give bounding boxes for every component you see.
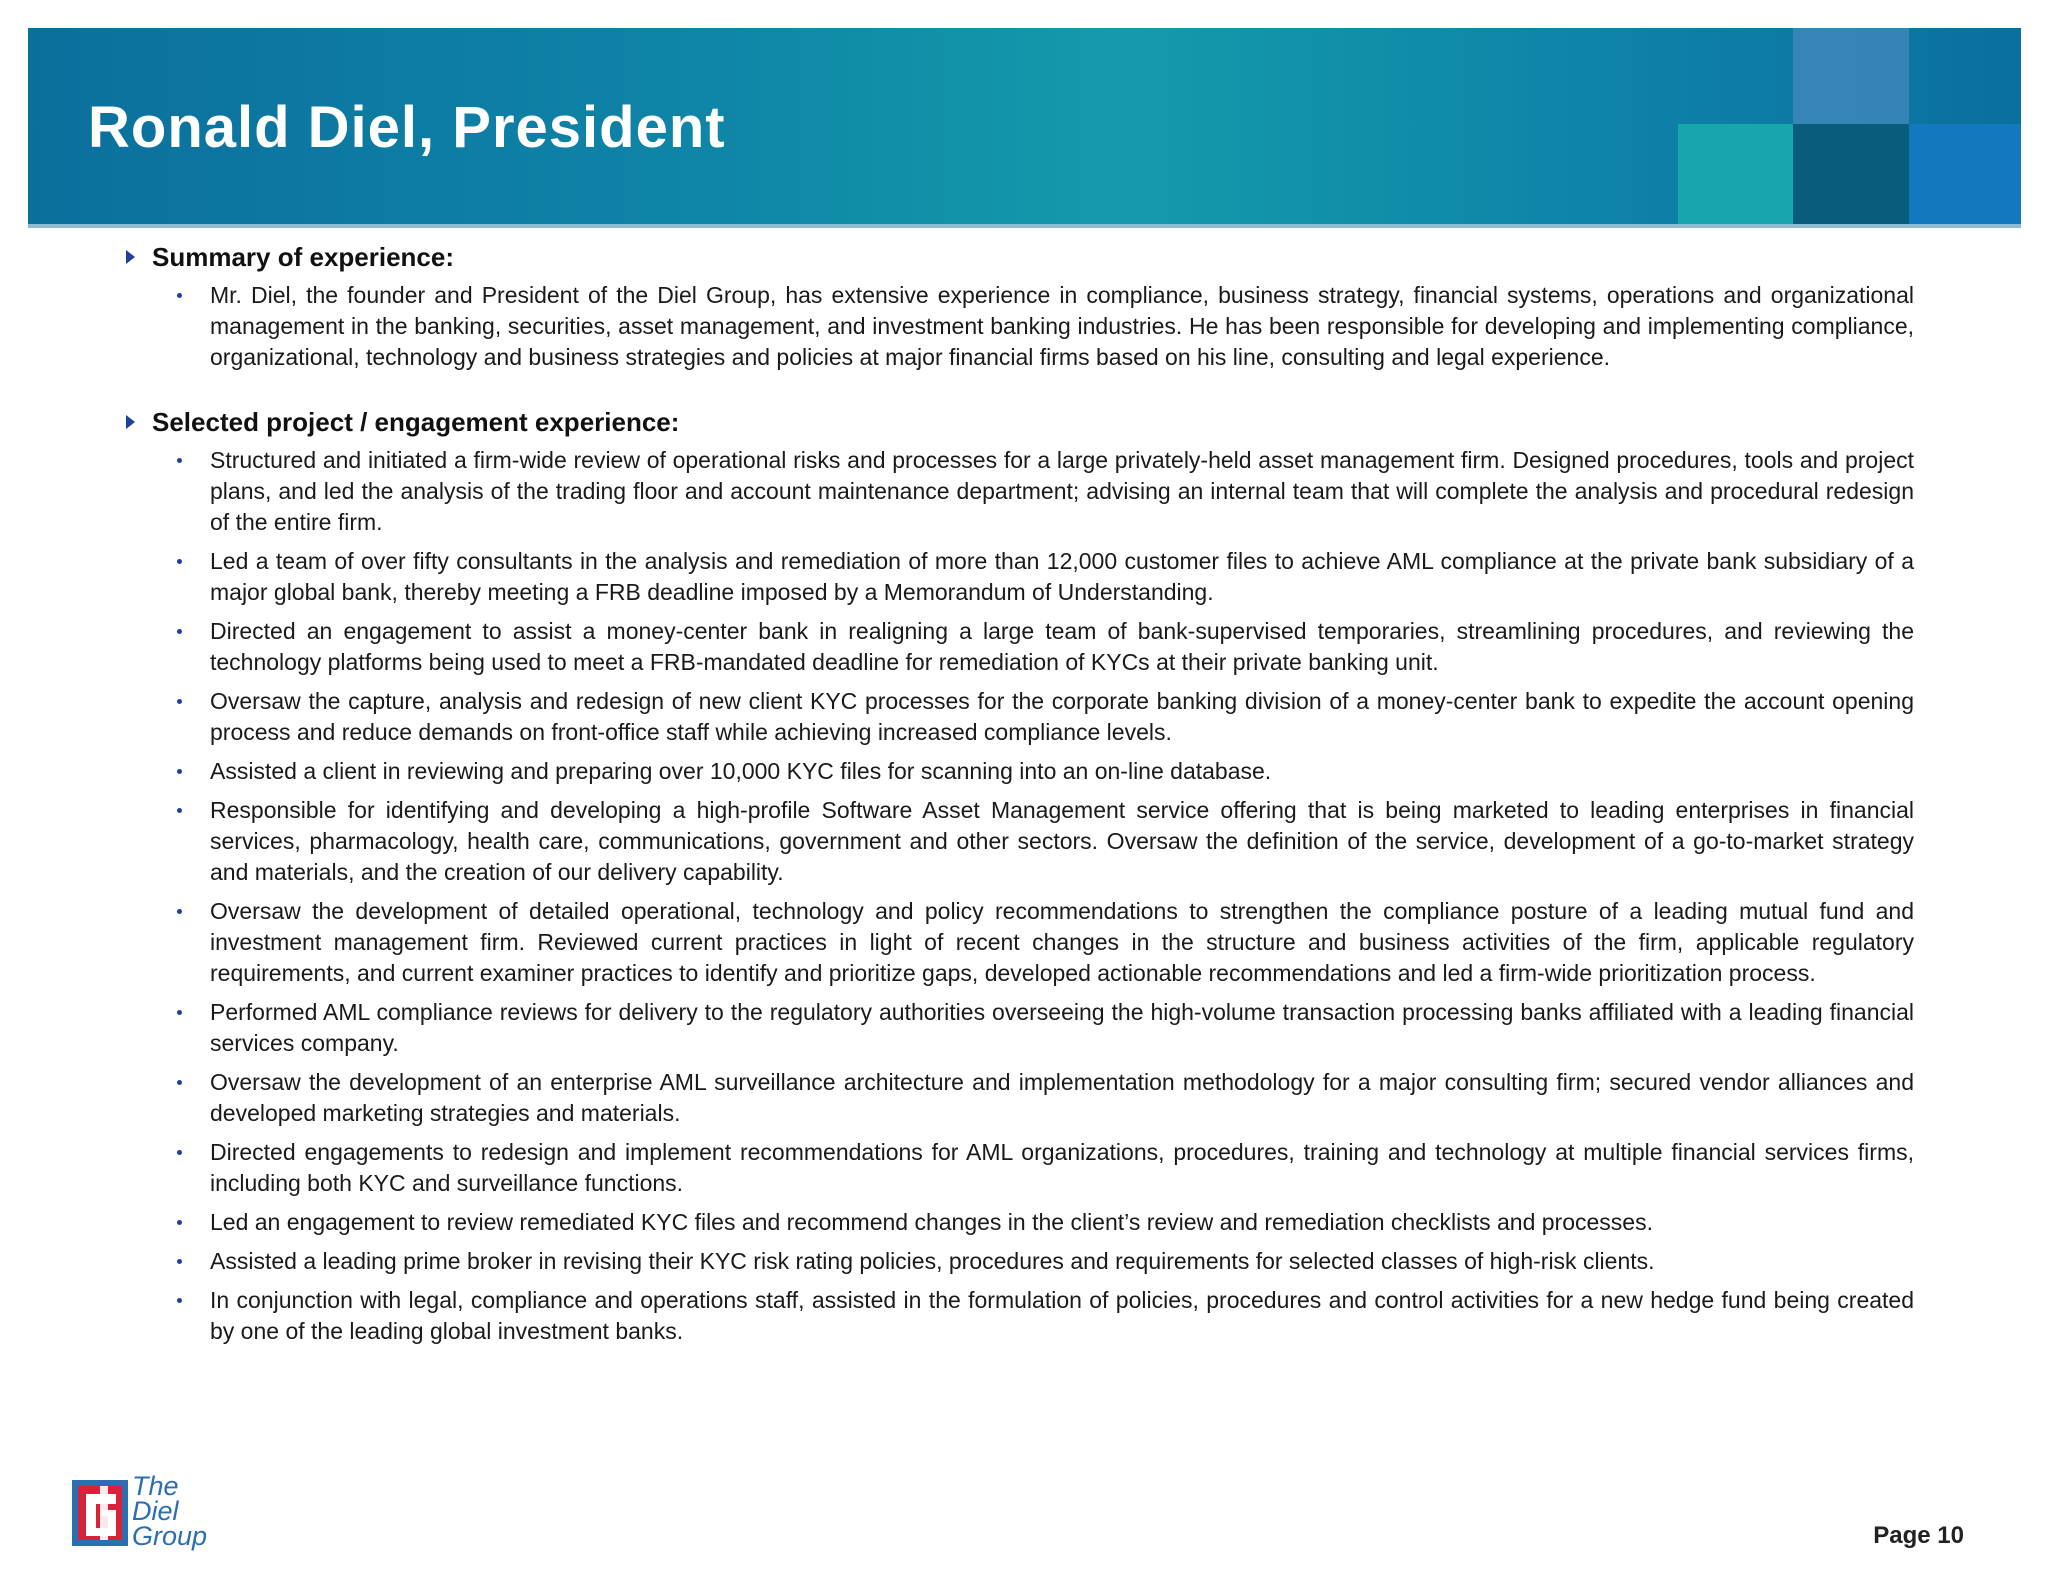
- list-item: Directed engagements to redesign and implement recommendations for AML organizations, procedures, training and technology at multiple financial services firms, including both KYC and surveillance functions.: [210, 1137, 1914, 1199]
- main-content: [124, 240, 1914, 1355]
- decorative-square: [1678, 124, 1793, 226]
- section-heading-summary: [124, 240, 1914, 274]
- triangle-bullet-icon: [126, 415, 135, 429]
- list-item: Directed an engagement to assist a money-center bank in realigning a large team of bank-supervised temporaries, streamlining procedures, and reviewing the technology platforms being used to meet a FRB-mandated deadline for remediation of KYCs at their private banking unit.: [210, 616, 1914, 678]
- bullet-dot-icon: [177, 699, 182, 704]
- bullet-dot-icon: [177, 1220, 182, 1225]
- logo-wordmark: The Diel Group: [132, 1471, 208, 1551]
- bullet-dot-icon: [177, 1298, 182, 1303]
- list-item: Oversaw the development of an enterprise AML surveillance architecture and implementation methodology for a major consulting firm; secured vendor alliances and developed marketing strategies and materials.: [210, 1067, 1914, 1129]
- list-item: In conjunction with legal, compliance and operations staff, assisted in the formulation of policies, procedures and control activities for a new hedge fund being created by one of the leading global investment banks.: [210, 1285, 1914, 1347]
- bullet-dot-icon: [177, 629, 182, 634]
- section-heading-text: Selected project / engagement experience:: [152, 407, 680, 437]
- bullet-dot-icon: [177, 1080, 182, 1085]
- bullet-dot-icon: [177, 909, 182, 914]
- decorative-square: [1793, 124, 1909, 226]
- bullet-dot-icon: [177, 1010, 182, 1015]
- page-number: Page 10: [1873, 1522, 1964, 1549]
- list-item: Mr. Diel, the founder and President of the Diel Group, has extensive experience in compliance, business strategy, financial systems, operations and organizational management in the banking, securities, asset management, and investment banking industries. He has been responsible for developing and implementing compliance, organizational, technology and business strategies and policies at major financial firms based on his line, consulting and legal experience.: [210, 280, 1914, 373]
- bullet-dot-icon: [177, 1259, 182, 1264]
- bullet-dot-icon: [177, 1150, 182, 1155]
- page-title: Ronald Diel, President: [88, 95, 726, 160]
- list-item: Led an engagement to review remediated KYC files and recommend changes in the client’s review and remediation checklists and processes.: [210, 1207, 1914, 1238]
- list-item: Led a team of over fifty consultants in the analysis and remediation of more than 12,000 customer files to achieve AML compliance at the private bank subsidiary of a major global bank, thereby meeting a FRB deadline imposed by a Memorandum of Understanding.: [210, 546, 1914, 608]
- list-item: Performed AML compliance reviews for delivery to the regulatory authorities overseeing the high-volume transaction processing banks affiliated with a leading financial services company.: [210, 997, 1914, 1059]
- list-item: Assisted a client in reviewing and preparing over 10,000 KYC files for scanning into an on-line database.: [210, 756, 1914, 787]
- decorative-square: [1909, 124, 2021, 226]
- bullet-dot-icon: [177, 808, 182, 813]
- section-heading-text: Summary of experience:: [152, 242, 455, 272]
- summary-list: [124, 280, 1914, 373]
- list-item: Oversaw the capture, analysis and redesign of new client KYC processes for the corporate banking division of a money-center bank to expedite the account opening process and reduce demands on front-office staff while achieving increased compliance levels.: [210, 686, 1914, 748]
- list-item: Responsible for identifying and developing a high-profile Software Asset Management service offering that is being marketed to leading enterprises in financial services, pharmacology, health care, communications, government and other sectors. Oversaw the definition of the service, development of a go-to-market strategy and materials, and the creation of our delivery capability.: [210, 795, 1914, 888]
- diel-logo-mark-icon: [72, 1474, 132, 1554]
- bullet-dot-icon: [177, 293, 182, 298]
- bullet-dot-icon: [177, 769, 182, 774]
- list-item: Oversaw the development of detailed operational, technology and policy recommendations to strengthen the compliance posture of a leading mutual fund and investment management firm. Reviewed current practices in light of recent changes in the structure and business activities of the firm, applicable regulatory requirements, and current examiner practices to identify and prioritize gaps, developed actionable recommendations and led a firm-wide prioritization process.: [210, 896, 1914, 989]
- section-heading-projects: [124, 405, 1914, 439]
- bullet-dot-icon: [177, 458, 182, 463]
- bullet-dot-icon: [177, 559, 182, 564]
- list-item: Structured and initiated a firm-wide review of operational risks and processes for a large privately-held asset management firm. Designed procedures, tools and project plans, and led the analysis of the trading floor and account maintenance department; advising an internal team that will complete the analysis and procedural redesign of the entire firm.: [210, 445, 1914, 538]
- project-list: [124, 445, 1914, 1347]
- diel-group-logo: [72, 1471, 232, 1554]
- decorative-square: [1793, 28, 1909, 124]
- list-item: Assisted a leading prime broker in revising their KYC risk rating policies, procedures and requirements for selected classes of high-risk clients.: [210, 1246, 1914, 1277]
- header-divider: [28, 224, 2021, 228]
- triangle-bullet-icon: [126, 250, 135, 264]
